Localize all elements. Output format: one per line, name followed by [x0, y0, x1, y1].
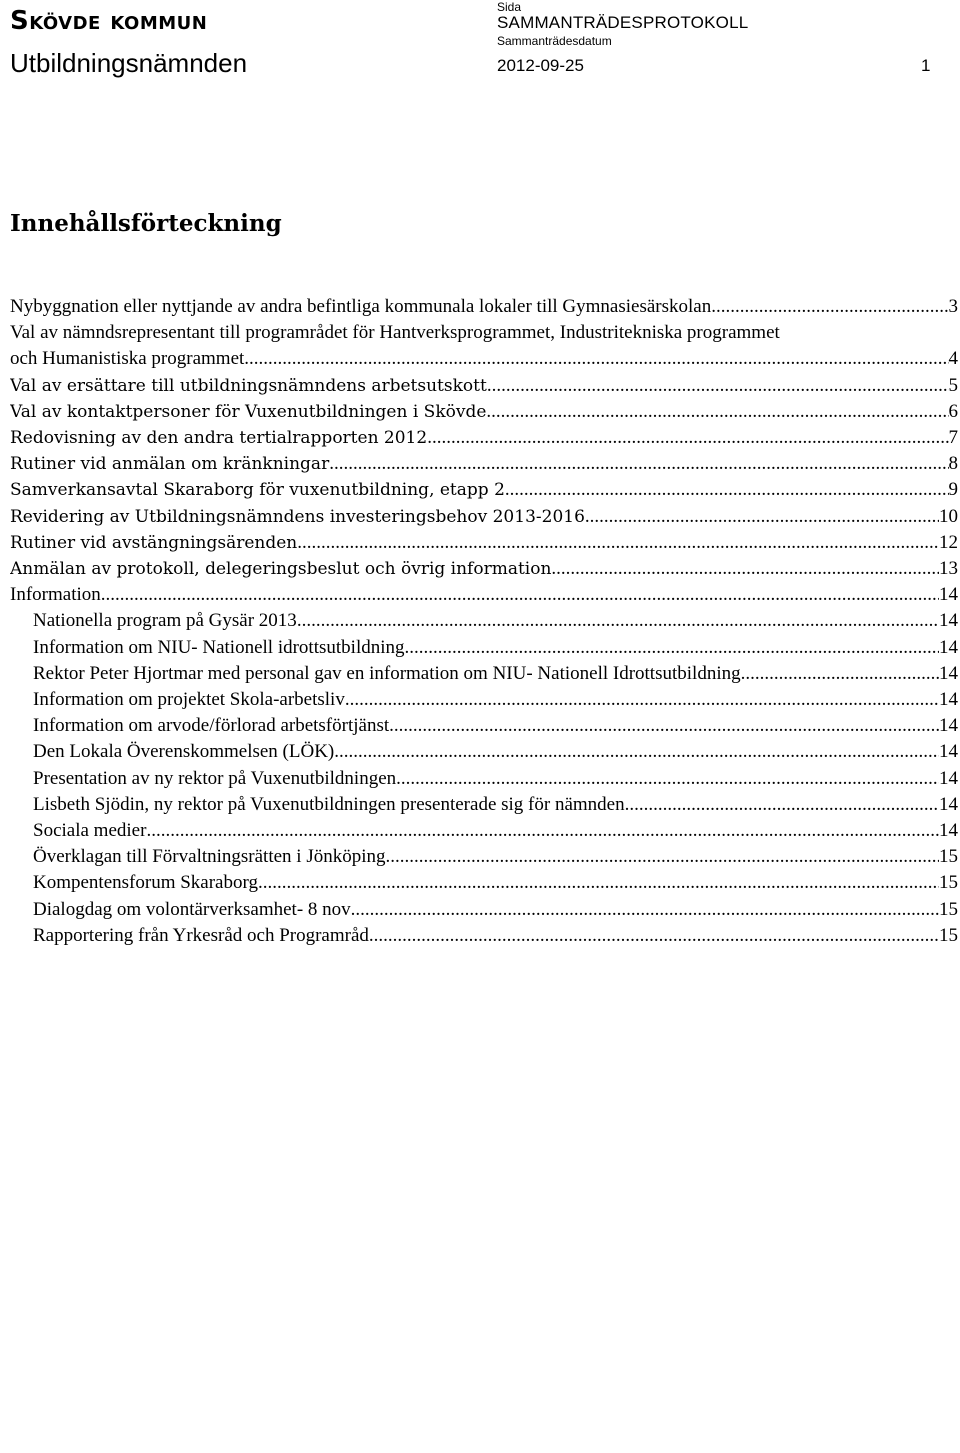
toc-entry-title-line1: Val av nämndsrepresentant till programrådet för Hantverksprogrammet, Industritekniska programmet — [10, 322, 780, 344]
toc-leader-dots — [345, 687, 939, 713]
toc-entry-title: Sociala medier — [33, 820, 147, 842]
toc-entry-title: Nybyggnation eller nyttjande av andra befintliga kommunala lokaler till Gymnasiesärskolan. — [10, 296, 716, 317]
toc-entry-title: Kompentensforum Skaraborg — [33, 872, 258, 894]
toc-leader-dots — [745, 661, 939, 687]
toc-leader-dots — [258, 870, 939, 896]
toc-entry-title-line2: och Humanistiska programmet. — [10, 348, 250, 370]
toc-leader-dots — [427, 425, 948, 451]
document-type: SAMMANTRÄDESPROTOKOLL — [497, 13, 749, 32]
toc-entry-title: Information om NIU- Nationell idrottsutbildning — [33, 636, 405, 658]
toc-entry-page: 10 — [939, 505, 958, 527]
toc-entry-title: Val av ersättare till utbildningsnämndens arbetsutskott — [10, 375, 487, 396]
toc-entry-page: 14 — [939, 715, 958, 737]
toc-leader-dots — [297, 530, 939, 556]
toc-entry-title: Redovisning av den andra tertialrapporten 2012 — [10, 428, 428, 449]
toc-leader-dots — [505, 477, 949, 503]
toc-entry-title: Revidering av Utbildningsnämndens investeringsbehov 2013-2016 — [10, 506, 585, 527]
toc-leader-dots — [351, 897, 939, 923]
toc-leader-dots — [551, 556, 939, 582]
toc-entry-title: Samverkansavtal Skaraborg för vuxenutbildning, etapp 2 — [10, 480, 505, 501]
toc-entry-page: 14 — [939, 584, 958, 606]
toc-entry-page: 8 — [948, 453, 958, 475]
toc-subentry[interactable] — [10, 923, 958, 949]
toc-entry-page: 4 — [948, 348, 958, 370]
toc-entry-page: 14 — [939, 689, 958, 711]
toc-entry[interactable] — [10, 451, 958, 477]
org-logo — [10, 4, 207, 38]
toc-entry-page: 15 — [939, 872, 958, 894]
toc-entry[interactable] — [10, 477, 958, 503]
toc-entry-page: 14 — [939, 610, 958, 632]
toc-entry-title: Presentation av ny rektor på Vuxenutbildningen — [33, 767, 397, 789]
toc-subentry[interactable] — [10, 608, 958, 634]
toc-leader-dots — [394, 713, 939, 739]
toc-entry[interactable] — [10, 530, 958, 556]
toc-entry-title: Överklagan till Förvaltningsrätten i Jönköping — [33, 846, 386, 868]
toc-subentry[interactable] — [10, 635, 958, 661]
toc-subentry[interactable] — [10, 739, 958, 765]
page-number: 1 — [921, 56, 931, 75]
toc-entry-page: 9 — [948, 479, 958, 501]
toc-leader-dots — [396, 766, 939, 792]
toc-entry[interactable] — [10, 399, 958, 425]
toc-subentry[interactable] — [10, 792, 958, 818]
toc-leader-dots — [716, 294, 949, 320]
toc-entry-title: Val av kontaktpersoner för Vuxenutbildningen i Skövde — [10, 401, 487, 422]
toc-entry[interactable] — [10, 582, 958, 608]
page-label: Sida — [497, 0, 522, 14]
toc-leader-dots — [369, 923, 939, 949]
toc-entry-page: 6 — [948, 400, 958, 422]
committee-name: Utbildningsnämnden — [10, 48, 248, 78]
toc-entry-page: 14 — [939, 662, 958, 684]
toc-leader-dots — [487, 373, 949, 399]
toc-entry-title: Lisbeth Sjödin, ny rektor på Vuxenutbildningen presenterade sig för nämnden. — [33, 793, 630, 815]
toc-entry[interactable] — [10, 504, 958, 530]
toc-entry-title: Nationella program på Gysär 2013 — [33, 610, 297, 632]
toc-entry-page: 15 — [939, 846, 958, 868]
toc-subentry[interactable] — [10, 713, 958, 739]
toc-entry-page: 15 — [939, 924, 958, 946]
toc-entry-page: 14 — [939, 793, 958, 815]
toc-entry-title: Information om arvode/förlorad arbetsförtjänst. — [33, 715, 394, 737]
toc-entry-title: Anmälan av protokoll, delegeringsbeslut och övrig information — [10, 559, 552, 580]
toc-subentry[interactable] — [10, 818, 958, 844]
toc-entry-title: Rektor Peter Hjortmar med personal gav en information om NIU- Nationell Idrottsutbildning. — [33, 662, 746, 684]
toc-leader-dots — [249, 346, 948, 372]
toc-subentry[interactable] — [10, 661, 958, 687]
toc-entry-title: Rutiner vid avstängningsärenden — [10, 532, 298, 553]
toc-entry-page: 14 — [939, 636, 958, 658]
toc-entry-page: 13 — [939, 558, 958, 580]
toc-entry[interactable] — [10, 373, 958, 399]
toc-leader-dots — [585, 504, 939, 530]
toc-entry-page: 7 — [948, 427, 958, 449]
toc-entry[interactable] — [10, 425, 958, 451]
toc-leader-dots — [334, 739, 939, 765]
toc-entry-title: Rutiner vid anmälan om kränkningar — [10, 454, 330, 475]
toc-entry-title: Den Lokala Överenskommelsen (LÖK) — [33, 741, 335, 763]
toc-leader-dots — [329, 451, 948, 477]
toc-entry-title: Dialogdag om volontärverksamhet- 8 nov — [33, 898, 351, 920]
toc-entry[interactable] — [10, 294, 958, 320]
toc-entry-page: 5 — [948, 374, 958, 396]
toc-entry-page: 3 — [948, 296, 958, 317]
toc-entry-title: Rapportering från Yrkesråd och Programråd — [33, 924, 369, 946]
toc-subentry[interactable] — [10, 687, 958, 713]
toc-entry-title: Information om projektet Skola-arbetsliv — [33, 689, 345, 711]
toc-leader-dots — [297, 608, 939, 634]
toc-leader-dots — [629, 792, 939, 818]
toc-subentry[interactable] — [10, 870, 958, 896]
toc-leader-dots — [146, 818, 939, 844]
toc-subentry[interactable] — [10, 844, 958, 870]
toc-entry[interactable] — [10, 320, 958, 372]
org-name: Skövde kommun — [10, 6, 208, 36]
toc-title: Innehållsförteckning — [10, 210, 282, 237]
toc-leader-dots — [486, 399, 948, 425]
toc-entry-page: 14 — [939, 820, 958, 842]
toc-entry-page: 15 — [939, 898, 958, 920]
toc-leader-dots — [386, 844, 939, 870]
toc-entry-page: 12 — [939, 531, 958, 553]
toc-entry-title: Information — [10, 584, 101, 606]
toc-leader-dots — [101, 582, 939, 608]
table-of-contents — [10, 294, 958, 949]
toc-subentry[interactable] — [10, 897, 958, 923]
toc-subentry[interactable] — [10, 766, 958, 792]
toc-entry-page: 14 — [939, 741, 958, 763]
meeting-date: 2012-09-25 — [497, 56, 584, 75]
toc-entry[interactable] — [10, 556, 958, 582]
meeting-date-label: Sammanträdesdatum — [497, 34, 612, 48]
toc-leader-dots — [405, 635, 939, 661]
toc-entry-page: 14 — [939, 767, 958, 789]
